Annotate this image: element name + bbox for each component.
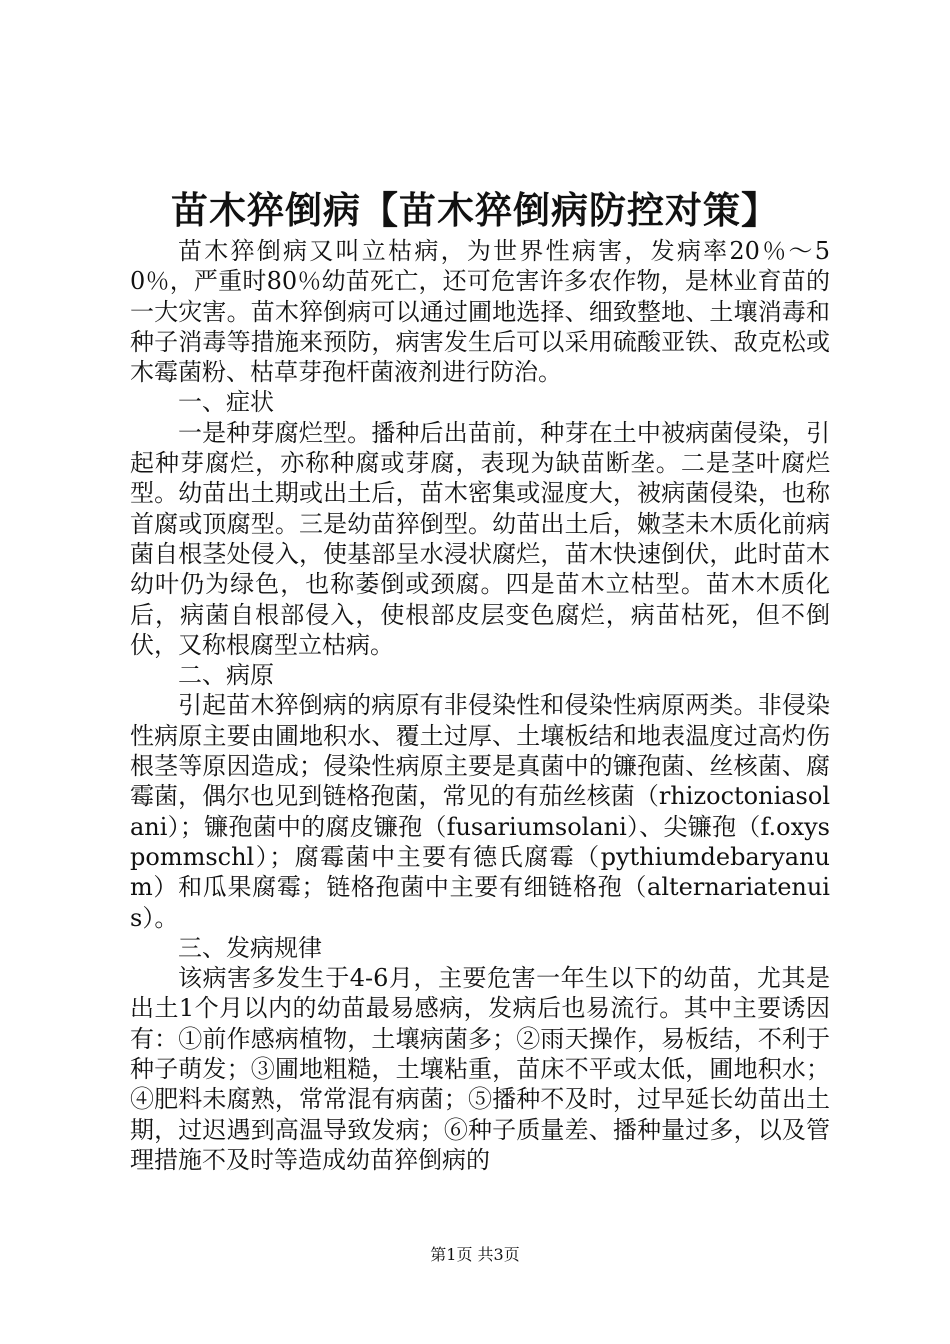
document-title: 苗木猝倒病【苗木猝倒病防控对策】 <box>171 188 779 232</box>
paragraph-pattern: 该病害多发生于4-6月，主要危害一年生以下的幼苗，尤其是出土1个月以内的幼苗最易感病，发病后也易流行。其中主要诱因有：①前作感病植物，土壤病菌多；②雨天操作，易板结，不利于种子萌发；③圃地粗糙，土壤粘重，苗床不平或太低，圃地积水；④肥料未腐熟，常常混有病菌；⑤播种不及时，过早延长幼苗出土期，过迟遇到高温导致发病；⑥种子质量差、播种量过多，以及管理措施不及时等造成幼苗猝倒病的 <box>130 964 830 1174</box>
section-heading-pattern: 三、发病规律 <box>178 933 322 962</box>
paragraph-intro: 苗木猝倒病又叫立枯病，为世界性病害，发病率20％～50％，严重时80％幼苗死亡，还可危害许多农作物，是林业育苗的一大灾害。苗木猝倒病可以通过圃地选择、细致整地、土壤消毒和种子消毒等措施来预防，病害发生后可以采用硫酸亚铁、敌克松或木霉菌粉、枯草芽孢杆菌液剂进行防治。 <box>130 237 830 387</box>
paragraph-symptoms: 一是种芽腐烂型。播种后出苗前，种芽在土中被病菌侵染，引起种芽腐烂，亦称种腐或芽腐，表现为缺苗断垄。二是茎叶腐烂型。幼苗出土期或出土后，苗木密集或湿度大，被病菌侵染，也称首腐或顶腐型。三是幼苗猝倒型。幼苗出土后，嫩茎未木质化前病菌自根茎处侵入，使基部呈水浸状腐烂，苗木快速倒伏，此时苗木幼叶仍为绿色，也称萎倒或颈腐。四是苗木立枯型。苗木木质化后，病菌自根部侵入，使根部皮层变色腐烂，病苗枯死，但不倒伏，又称根腐型立枯病。 <box>130 418 830 659</box>
document-body <box>130 236 830 1175</box>
section-heading-pathogen: 二、病原 <box>178 661 274 690</box>
paragraph-pathogen: 引起苗木猝倒病的病原有非侵染性和侵染性病原两类。非侵染性病原主要由圃地积水、覆土过厚、土壤板结和地表温度过高灼伤根茎等原因造成；侵染性病原主要是真菌中的镰孢菌、丝核菌、腐霉菌，偶尔也见到链格孢菌，常见的有茄丝核菌（rhizoctoniasolani）；镰孢菌中的腐皮镰孢（fusariumsolani）、尖镰孢（f.oxyspommschl）；腐霉菌中主要有德氏腐霉（pythiumdebaryanum）和瓜果腐霉；链格孢菌中主要有细链格孢（alternariatenuis）。 <box>130 691 830 932</box>
page-number-footer: 第1页 共3页 <box>430 1245 520 1264</box>
section-heading-symptoms: 一、症状 <box>178 388 274 417</box>
